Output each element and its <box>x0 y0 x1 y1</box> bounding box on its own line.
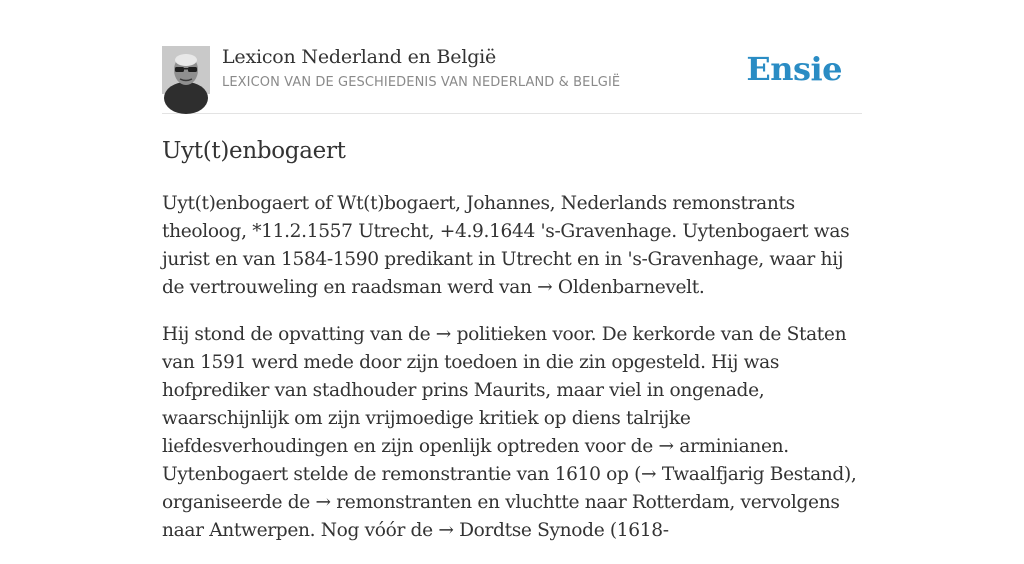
header <box>162 0 862 114</box>
article-paragraph: Uyt(t)enbogaert of Wt(t)bogaert, Johannes, Nederlands remonstrants theoloog, *11.2.1557 Utrecht, +4.9.1644 's-Gravenhage. Uytenbogaert was jurist en van 1584-1590 predikant in Utrecht en in 's-Gravenhage, waar hij de vertrouweling en raadsman werd van → Oldenbarnevelt. <box>162 193 850 298</box>
author-avatar[interactable] <box>162 46 210 94</box>
author-subtitle: LEXICON VAN DE GESCHIEDENIS VAN NEDERLAND & BELGIË <box>222 75 621 90</box>
brand-logo[interactable]: Ensie <box>746 50 842 88</box>
article-title: Uyt(t)enbogaert <box>162 138 346 164</box>
author-name[interactable]: Lexicon Nederland en België <box>222 46 497 68</box>
page-container <box>162 0 862 541</box>
article-body <box>162 190 862 564</box>
avatar-icon <box>162 46 210 94</box>
article-paragraph: Hij stond de opvatting van de → politieken voor. De kerkorde van de Staten van 1591 werd mede door zijn toedoen in die zin opgesteld. Hij was hofprediker van stadhouder prins Maurits, maar viel in ongenade, waarschijnlijk om zijn vrijmoedige kritiek op diens talrijke liefdesverhoudingen en zijn openlijk optreden voor de → arminianen. Uytenbogaert stelde de remonstrantie van 1610 op (→ Twaalfjarig Bestand), organiseerde de → remonstranten en vluchtte naar Rotterdam, vervolgens naar Antwerpen. Nog vóór de → Dordtse Synode (1618- <box>162 324 857 541</box>
